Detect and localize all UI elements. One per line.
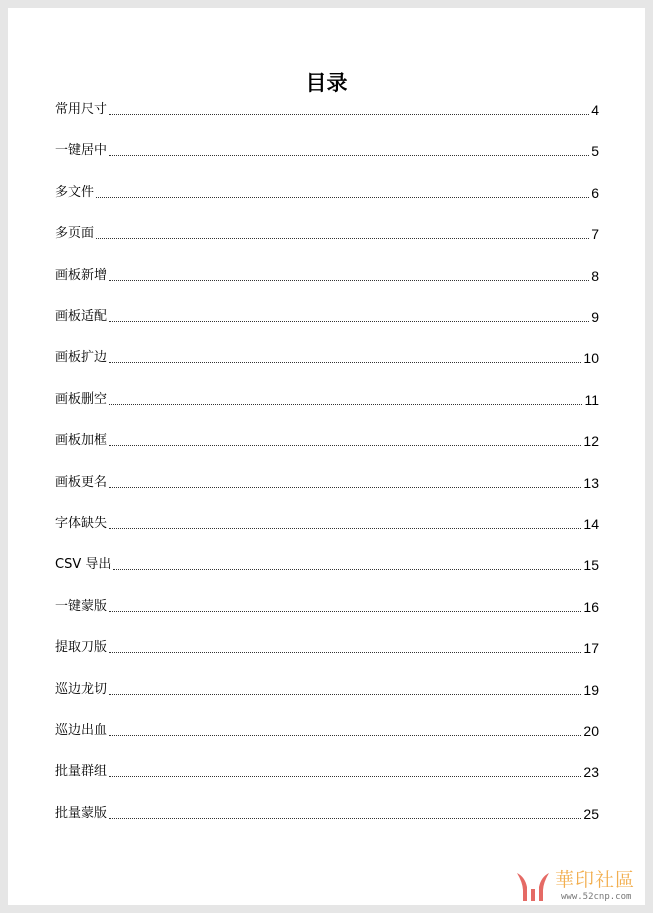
toc-entry-label: 批量群组 xyxy=(55,764,108,780)
toc-entry-page: 23 xyxy=(583,764,599,781)
toc-entry[interactable] xyxy=(55,637,599,657)
toc-entry-label: 字体缺失 xyxy=(55,516,108,531)
toc-leader-dots xyxy=(109,693,581,695)
toc-entry-page: 4 xyxy=(591,102,599,118)
toc-entry-page: 16 xyxy=(583,598,599,615)
toc-entry-page: 9 xyxy=(591,309,599,325)
toc-entry-page: 12 xyxy=(583,433,599,450)
toc-entry-page: 17 xyxy=(583,640,599,657)
toc-entry[interactable] xyxy=(55,513,599,533)
toc-entry-page: 20 xyxy=(583,723,599,739)
toc-entry-label: 批量蒙版 xyxy=(55,805,108,821)
toc-entry-label: 画板更名 xyxy=(55,474,108,490)
toc-entry-page: 13 xyxy=(583,474,599,491)
toc-leader-dots xyxy=(109,279,589,281)
toc-entry[interactable] xyxy=(55,306,599,326)
toc-entry[interactable] xyxy=(55,182,599,202)
toc-leader-dots xyxy=(96,196,589,198)
toc-entry-page: 8 xyxy=(591,267,599,284)
toc-entry[interactable] xyxy=(55,265,599,285)
toc-entry-label: 多页面 xyxy=(55,226,95,242)
toc-entry-label: 巡边龙切 xyxy=(55,681,108,697)
toc-entry[interactable] xyxy=(55,99,599,119)
toc-leader-dots xyxy=(109,527,581,529)
toc-entry-label: 画板删空 xyxy=(55,391,108,407)
toc-entry[interactable] xyxy=(55,347,599,367)
toc-entry[interactable] xyxy=(55,389,599,409)
toc-entry[interactable] xyxy=(55,679,599,699)
toc-entry-label: 一键居中 xyxy=(55,143,108,159)
toc-entry[interactable] xyxy=(55,596,599,616)
toc-entry-label: 巡边出血 xyxy=(55,723,108,738)
toc-entry-label: 画板新增 xyxy=(55,267,108,283)
watermark xyxy=(515,865,645,909)
toc-leader-dots xyxy=(109,651,581,653)
toc-leader-dots xyxy=(109,734,581,736)
toc-leader-dots xyxy=(113,568,581,570)
toc-entry[interactable] xyxy=(55,140,599,160)
toc-entry-label: 多文件 xyxy=(55,184,95,200)
toc-entry-label: 一键蒙版 xyxy=(55,598,108,614)
toc-entry-label: 画板适配 xyxy=(55,309,108,324)
toc-title: 目录 xyxy=(305,71,348,95)
toc-leader-dots xyxy=(109,775,581,777)
toc-entry-page: 6 xyxy=(591,184,599,201)
toc-entry-label: 画板加框 xyxy=(55,433,108,449)
toc-leader-dots xyxy=(109,154,589,156)
toc-entry[interactable] xyxy=(55,554,599,574)
toc-entry-page: 10 xyxy=(583,350,599,367)
toc-entry-page: 5 xyxy=(591,143,599,160)
toc-entry-label: 提取刀版 xyxy=(55,640,108,656)
toc-entry[interactable] xyxy=(55,761,599,781)
toc-entry-page: 15 xyxy=(583,557,599,574)
watermark-name: 華印社區 xyxy=(555,869,636,891)
toc-entry-label: 画板扩边 xyxy=(55,350,108,366)
toc-leader-dots xyxy=(109,817,581,819)
toc-leader-dots xyxy=(109,486,581,488)
toc-entry-page: 11 xyxy=(584,391,599,408)
toc-entry[interactable] xyxy=(55,472,599,492)
toc-entry[interactable] xyxy=(55,803,599,823)
toc-leader-dots xyxy=(109,403,582,405)
toc-leader-dots xyxy=(109,610,581,612)
toc-leader-dots xyxy=(96,237,589,239)
toc-entry-label: 常用尺寸 xyxy=(55,102,108,117)
document-page xyxy=(8,8,645,905)
toc-entry-page: 25 xyxy=(583,805,599,822)
toc-leader-dots xyxy=(109,320,589,322)
toc-leader-dots xyxy=(109,444,581,446)
toc-entry[interactable] xyxy=(55,223,599,243)
toc-leader-dots xyxy=(109,113,589,115)
toc-entry-page: 14 xyxy=(583,516,599,532)
toc-entry-page: 7 xyxy=(591,226,599,243)
toc-entry[interactable] xyxy=(55,430,599,450)
toc-entry-label: CSV 导出 xyxy=(55,557,112,573)
watermark-url: www.52cnp.com xyxy=(561,892,632,902)
toc-leader-dots xyxy=(109,361,581,363)
watermark-logo-icon xyxy=(515,869,551,903)
toc-entry-page: 19 xyxy=(583,681,599,698)
toc-entry[interactable] xyxy=(55,720,599,740)
